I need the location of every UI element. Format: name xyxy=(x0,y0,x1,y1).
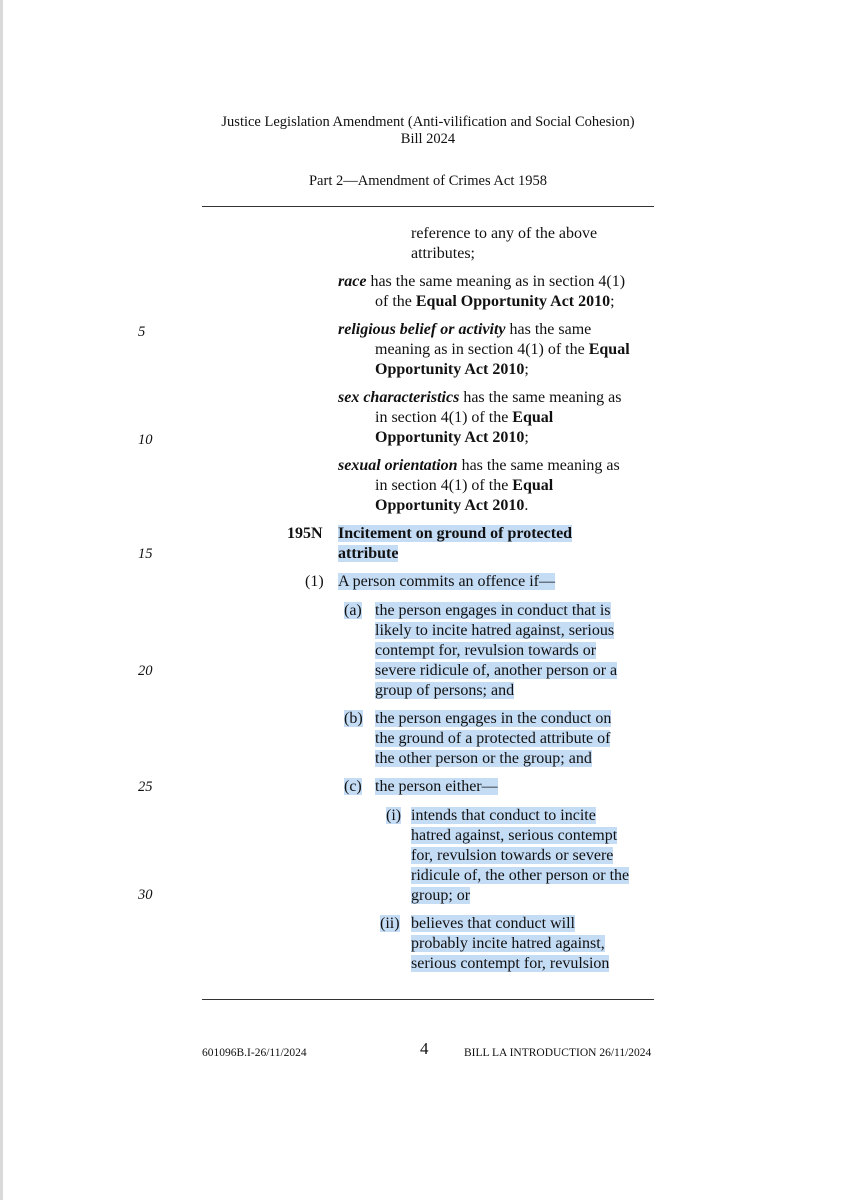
paragraph-c-number xyxy=(344,777,362,797)
paragraph-c-text xyxy=(375,777,498,797)
page-edge xyxy=(0,0,3,1200)
document-id: 601096B.I-26/11/2024 xyxy=(202,1047,307,1059)
line-number: 30 xyxy=(138,887,153,903)
highlighted-text: likely to incite hatred against, serious xyxy=(375,622,615,639)
header-rule xyxy=(202,206,654,207)
definition-text: has the same xyxy=(505,321,592,338)
definition-religious-belief xyxy=(338,320,591,340)
definition-text: of the xyxy=(375,293,416,310)
subparagraph-i-line xyxy=(411,886,470,906)
paragraph-b-number xyxy=(344,709,363,729)
definition-text: in section 4(1) of the xyxy=(375,409,513,426)
highlighted-text: A person commits an offence if— xyxy=(338,573,555,590)
subparagraph-i-line xyxy=(411,866,629,886)
section-number: 195N xyxy=(287,525,323,542)
highlighted-text: for, revulsion towards or severe xyxy=(411,847,614,864)
highlighted-text: believes that conduct will xyxy=(411,915,575,932)
paragraph-a-line xyxy=(375,621,614,641)
defined-term: religious belief or activity xyxy=(338,321,506,338)
highlighted-text: the person engages in conduct that is xyxy=(375,602,611,619)
paragraph-a-line xyxy=(375,681,514,701)
paragraph-b-line xyxy=(375,709,611,729)
act-name: Opportunity Act 2010 xyxy=(375,361,525,378)
subparagraph-i-number xyxy=(386,806,401,826)
definition-religious-line-2 xyxy=(375,340,630,360)
line-number: 5 xyxy=(138,324,146,340)
section-heading-line-2 xyxy=(338,544,398,564)
subparagraph-ii-line xyxy=(411,914,575,934)
defined-term: sex characteristics xyxy=(338,389,460,406)
act-name: Equal xyxy=(512,409,554,426)
act-name: Equal xyxy=(588,341,630,358)
subparagraph-i-line xyxy=(411,806,596,826)
highlighted-text: (c) xyxy=(344,778,362,795)
act-name: Opportunity Act 2010 xyxy=(375,497,525,514)
definition-continuation-line: reference to any of the above xyxy=(411,225,598,242)
definition-race xyxy=(338,272,625,292)
definition-text: ; xyxy=(524,429,529,446)
highlighted-text: group of persons; and xyxy=(375,682,515,699)
bill-title-line-1: Justice Legislation Amendment (Anti-vilification and Social Cohesion) xyxy=(221,114,635,130)
line-number: 15 xyxy=(138,546,153,562)
highlighted-text: (ii) xyxy=(380,915,400,932)
highlighted-text: group; or xyxy=(411,887,471,904)
bill-title-line-2: Bill 2024 xyxy=(400,131,456,147)
bill-title xyxy=(200,114,656,148)
definition-text: ; xyxy=(610,293,615,310)
definition-sex-char-line-3 xyxy=(375,428,529,448)
highlighted-text: (a) xyxy=(344,602,362,619)
subparagraph-i-line xyxy=(411,826,617,846)
highlighted-text: severe ridicule of, another person or a xyxy=(375,662,618,679)
definition-sexual-orientation xyxy=(338,456,620,476)
act-name: Equal Opportunity Act 2010 xyxy=(415,293,611,310)
definition-continuation-line: attributes; xyxy=(411,245,475,262)
paragraph-b-line xyxy=(375,729,610,749)
highlighted-text: (i) xyxy=(386,807,402,824)
paragraph-b-line xyxy=(375,749,592,769)
paragraph-a-line xyxy=(375,641,596,661)
definition-text: has the same meaning as xyxy=(459,389,622,406)
subsection-text xyxy=(338,572,555,592)
part-heading: Part 2—Amendment of Crimes Act 1958 xyxy=(308,173,547,189)
act-name: Equal xyxy=(512,477,554,494)
highlighted-text: hatred against, serious contempt xyxy=(411,827,618,844)
definition-text: in section 4(1) of the xyxy=(375,477,513,494)
definition-text: meaning as in section 4(1) of the xyxy=(375,341,589,358)
subsection-number: (1) xyxy=(305,573,324,590)
subparagraph-ii-line xyxy=(411,934,605,954)
line-number: 20 xyxy=(138,663,153,679)
highlighted-text: (b) xyxy=(344,710,363,727)
print-status: BILL LA INTRODUCTION 26/11/2024 xyxy=(464,1047,652,1059)
paragraph-a-line xyxy=(375,661,617,681)
definition-sexual-orient-line-2 xyxy=(375,476,553,496)
definition-sexual-orient-line-3 xyxy=(375,496,528,516)
definition-text: has the same meaning as xyxy=(457,457,620,474)
definition-text: has the same meaning as in section 4(1) xyxy=(366,273,626,290)
defined-term: sexual orientation xyxy=(338,457,458,474)
footer-rule xyxy=(202,999,654,1000)
highlighted-text: the person either— xyxy=(375,778,498,795)
highlighted-text: the person engages in the conduct on xyxy=(375,710,612,727)
definition-race-line-2 xyxy=(375,292,615,312)
highlighted-text: the ground of a protected attribute of xyxy=(375,730,611,747)
paragraph-a-line xyxy=(375,601,611,621)
highlighted-text: serious contempt for, revulsion xyxy=(411,955,610,972)
section-heading-line-1 xyxy=(338,524,572,544)
definition-text: ; xyxy=(524,361,529,378)
defined-term: race xyxy=(338,273,367,290)
page-number: 4 xyxy=(420,1039,429,1058)
line-number: 25 xyxy=(138,779,153,795)
subparagraph-i-line xyxy=(411,846,613,866)
highlighted-text: probably incite hatred against, xyxy=(411,935,605,952)
subparagraph-ii-line xyxy=(411,954,609,974)
highlighted-text: the other person or the group; and xyxy=(375,750,592,767)
highlighted-text: attribute xyxy=(338,545,399,562)
highlighted-text: Incitement on ground of protected xyxy=(338,525,573,542)
subparagraph-ii-number xyxy=(380,914,400,934)
definition-text: . xyxy=(524,497,529,514)
highlighted-text: intends that conduct to incite xyxy=(411,807,596,824)
definition-sex-char-line-2 xyxy=(375,408,553,428)
definition-religious-line-3 xyxy=(375,360,529,380)
paragraph-a-number xyxy=(344,601,362,621)
line-number: 10 xyxy=(138,432,153,448)
highlighted-text: contempt for, revulsion towards or xyxy=(375,642,597,659)
definition-sex-characteristics xyxy=(338,388,622,408)
highlighted-text: ridicule of, the other person or the xyxy=(411,867,630,884)
act-name: Opportunity Act 2010 xyxy=(375,429,525,446)
